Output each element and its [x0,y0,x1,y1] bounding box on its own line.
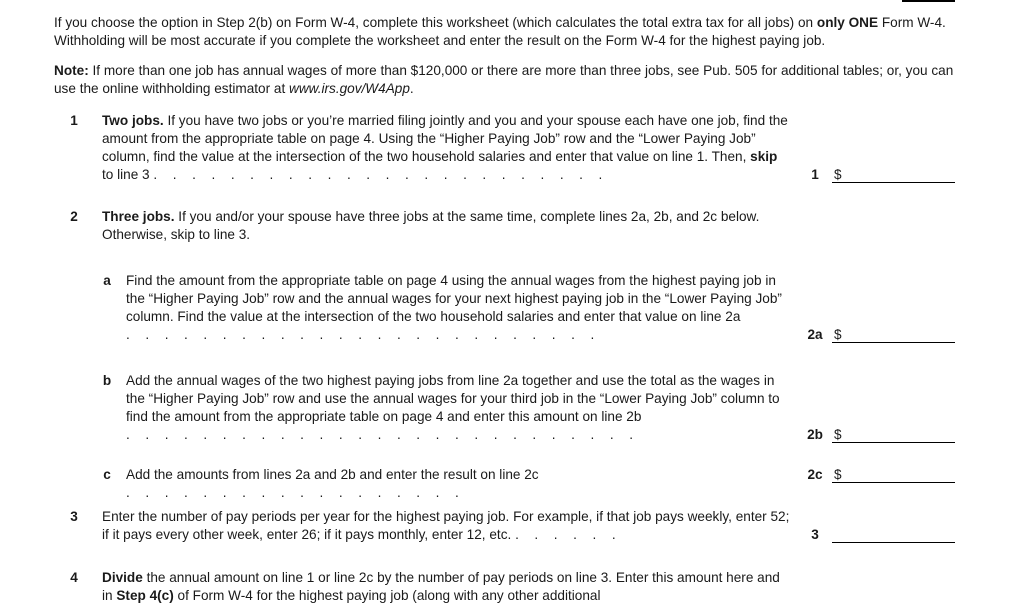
line-2b-body: Add the annual wages of the two highest paying jobs from line 2a together and use the total as the wages in the “Higher Paying Job” row and use the annual wages for your third job in the “Lower Paying Job” column to find the amount from the appropriate table on page 4 and enter this amount on line 2b [126,373,780,424]
line-2a-amount-field[interactable] [848,325,952,341]
line-2b-text [126,372,794,444]
line-2b-ref: 2b [807,427,823,442]
line-4-body: the annual amount on line 1 or line 2c by the number of pay periods on line 3. Enter this amount here and in [102,570,780,603]
line-3-rule [832,542,955,543]
line-2c-body: Add the amounts from lines 2a and 2b and enter the result on line 2c [126,467,539,482]
line-2c-rule [832,482,955,483]
line-1-number: 1 [70,113,78,128]
intro-text-end: Form W-4. Withholding will be most accurate if you complete the worksheet and enter the result on the Form W-4 for the highest paying job. [54,15,946,48]
line-2a-rule [832,342,955,343]
line-4-step-ref: Step 4(c) [116,588,174,603]
line-2a-leader-dots: . . . . . . . . . . . . . . . . . . . . . . . . . [126,327,601,342]
line-2c-ref: 2c [807,467,823,482]
line-2c-text [126,466,794,502]
line-2c-letter: c [103,467,111,482]
line-4-title: Divide [102,570,143,585]
line-3-ref: 3 [811,527,819,542]
line-2c-amount-field[interactable] [848,465,952,481]
line-1-body: If you have two jobs or you’re married filing jointly and you and your spouse each have one job, find the amount from the appropriate table on page 4. Using the “Higher Paying Job” row and the “Lower Paying Job” column, find the value at the intersection of the two household salaries and enter that value on line 1. Then, [102,113,788,164]
line-3-body: Enter the number of pay periods per year for the highest paying job. For example, if that job pays weekly, enter 52; if it pays every other week, enter 26; if it pays monthly, enter 12, etc. [102,509,790,542]
line-2-body: If you and/or your spouse have three jobs at the same time, complete lines 2a, 2b, and 2c below. Otherwise, skip to line 3. [102,209,760,242]
line-2c-leader-dots: . . . . . . . . . . . . . . . . . . [126,485,465,500]
note-text: If more than one job has annual wages of more than $120,000 or there are more than three jobs, see Pub. 505 for additional tables; or, you can use the online withholding estimator at [54,63,954,96]
line-1-end: to line 3 [102,167,150,182]
line-2a-letter: a [103,273,111,288]
line-1-leader-dots: . . . . . . . . . . . . . . . . . . . . . . . . [153,167,609,182]
line-2b-dollar-sign: $ [834,427,842,442]
intro-paragraph [54,14,954,50]
top-rule [902,0,955,2]
line-2b-rule [832,442,955,443]
line-2a-dollar-sign: $ [834,327,842,342]
intro-emphasis: only ONE [816,15,879,30]
line-1-skip: skip [750,149,778,164]
line-2-text [102,208,792,244]
line-1-title: Two jobs. [102,113,164,128]
line-4-text [102,569,792,605]
line-2a-body: Find the amount from the appropriate table on page 4 using the annual wages from the highest paying job in the “Higher Paying Job” row and the annual wages for your next highest paying job in the “Lower Paying Job” column. Find the value at the intersection of the two household salaries and enter that value on line 2a [126,273,782,324]
intro-text: If you choose the option in Step 2(b) on Form W-4, complete this worksheet (which calculates the total extra tax for all jobs) on [54,15,817,30]
line-2a-ref: 2a [807,327,823,342]
note-end: . [409,81,414,96]
line-3-leader-dots: . . . . . . [515,527,622,542]
line-2-title: Three jobs. [102,209,175,224]
line-2c-dollar-sign: $ [834,467,842,482]
line-1-dollar-sign: $ [834,167,842,182]
note-paragraph [54,62,954,98]
line-1-amount-field[interactable] [848,165,952,181]
line-1-text [102,112,792,184]
line-3-text [102,508,792,544]
line-2-number: 2 [70,209,78,224]
line-4-number: 4 [70,570,78,585]
note-label: Note: [54,63,89,78]
line-2b-amount-field[interactable] [848,425,952,441]
line-1-rule [832,182,955,183]
line-3-pay-periods-field[interactable] [848,525,952,541]
line-2a-text [126,272,794,344]
line-1-ref: 1 [811,167,819,182]
line-2b-leader-dots: . . . . . . . . . . . . . . . . . . . . . . . . . . . [126,427,639,442]
line-3-number: 3 [70,509,78,524]
estimator-link[interactable]: www.irs.gov/W4App [289,81,410,96]
line-4-end: of Form W-4 for the highest paying job (along with any other additional [173,588,601,603]
line-2b-letter: b [102,373,112,388]
